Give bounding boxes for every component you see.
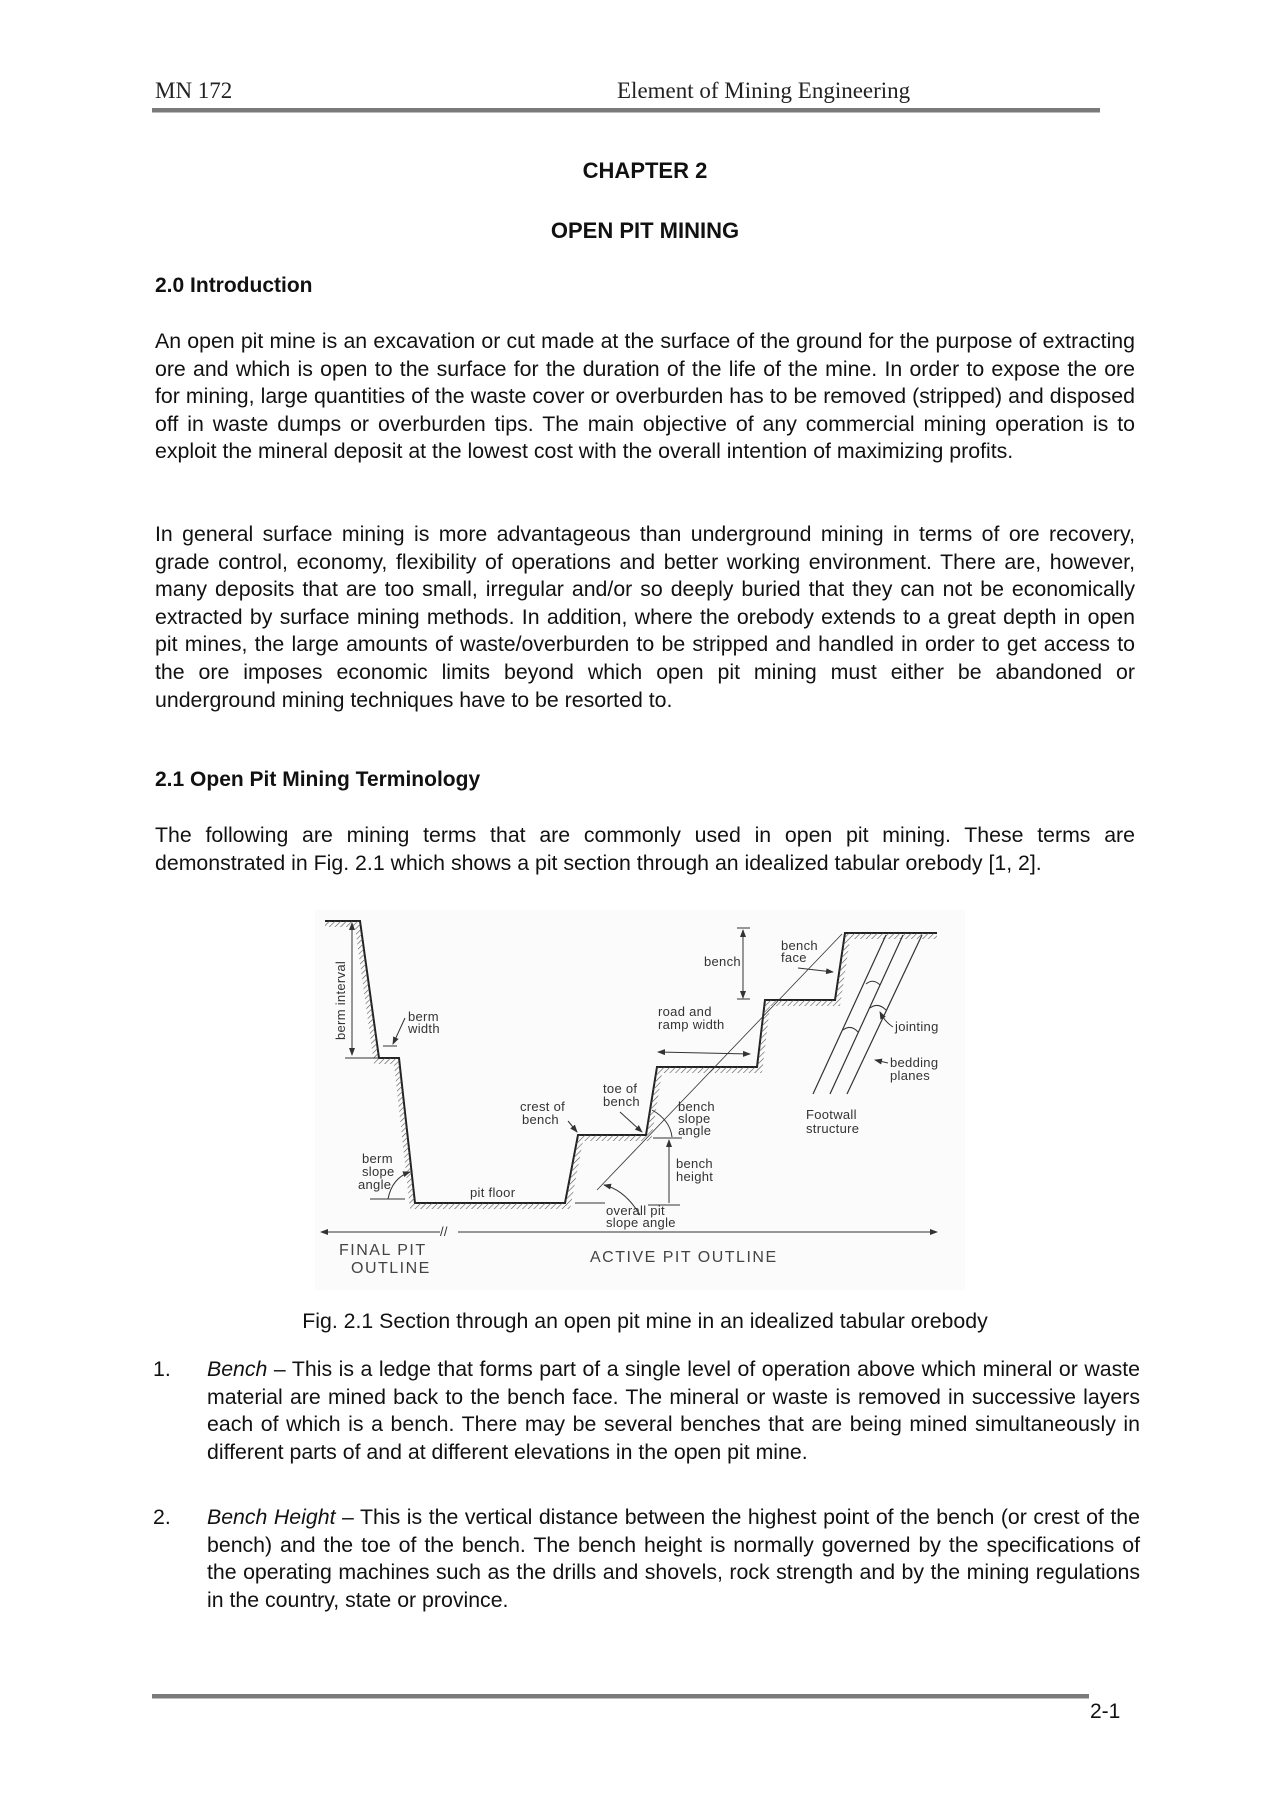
- chapter-number: CHAPTER 2: [582, 158, 708, 183]
- label-bench-face-2: face: [781, 950, 807, 965]
- chapter-title: OPEN PIT MINING: [550, 218, 740, 243]
- label-bench-height-1: bench: [676, 1156, 713, 1171]
- label-berm-width-1: berm: [408, 1009, 439, 1024]
- label-bench: bench: [704, 954, 741, 969]
- label-final-pit-2: OUTLINE: [351, 1260, 431, 1277]
- label-footwall-2: structure: [806, 1121, 860, 1136]
- label-footwall-1: Footwall: [806, 1107, 857, 1122]
- break-mark: //: [440, 1224, 448, 1239]
- label-crest-2: bench: [522, 1112, 559, 1127]
- label-pit-floor: pit floor: [470, 1185, 516, 1200]
- intro-paragraph-1: An open pit mine is an excavation or cut made at the surface of the ground for the purpose of extracting ore and which is open to the surface for the duration of the life of the mine. In order to expose the ore for mining, large quantities of the waste cover or overburden has to be removed (stripped) and disposed off in waste dumps or overburden tips. The main objective of any commercial mining operation is to exploit the mineral deposit at the lowest cost with the overall intention of maximizing profits.: [155, 329, 1135, 464]
- section-heading-terminology: 2.1 Open Pit Mining Terminology: [155, 768, 481, 791]
- section-heading-introduction: 2.0 Introduction: [155, 274, 313, 297]
- label-berm-slope-2: slope: [362, 1164, 395, 1179]
- label-bedding-1: bedding: [890, 1055, 939, 1070]
- label-overall-slope-1: overall pit: [606, 1203, 665, 1218]
- label-berm-slope-1: berm: [362, 1151, 393, 1166]
- label-bench-slope-3: angle: [678, 1123, 712, 1138]
- term-definition: – This is a ledge that forms part of a single level of operation above which mineral or waste material are mined back to the bench face. The mineral or waste is removed in successive layers each of which is a bench. There may be several benches that are being mined simultaneously in different parts of and at different elevations in the open pit mine.: [207, 1357, 1140, 1464]
- figure-background: [315, 910, 965, 1290]
- label-bedding-2: planes: [890, 1068, 931, 1083]
- label-overall-slope-2: slope angle: [606, 1215, 676, 1230]
- header-course-title: Element of Mining Engineering: [617, 78, 911, 103]
- label-bench-face-1: bench: [781, 938, 818, 953]
- label-toe-1: toe of: [603, 1081, 638, 1096]
- label-jointing: jointing: [895, 1019, 939, 1034]
- label-berm-width-2: width: [408, 1021, 440, 1036]
- term-number: 1.: [153, 1357, 171, 1381]
- label-active-pit: ACTIVE PIT OUTLINE: [590, 1249, 778, 1266]
- label-toe-2: bench: [603, 1094, 640, 1109]
- label-bench-height-2: height: [676, 1169, 714, 1184]
- term-name: Bench: [207, 1357, 268, 1381]
- label-berm-interval: berm interval: [333, 960, 348, 1040]
- figure-caption: Fig. 2.1 Section through an open pit mine in an idealized tabular orebody: [302, 1309, 988, 1333]
- label-bench-slope-1: bench: [678, 1099, 715, 1114]
- label-road-ramp-2: ramp width: [658, 1017, 725, 1032]
- header-course-code: MN 172: [155, 78, 233, 103]
- term-item-bench-height: [150, 1504, 1140, 1614]
- terminology-paragraph: The following are mining terms that are commonly used in open pit mining. These terms are demonstrated in Fig. 2.1 which shows a pit section through an idealized tabular orebody [1, 2].: [155, 823, 1135, 875]
- page-number: 2-1: [1090, 1700, 1121, 1723]
- term-item-bench: [150, 1356, 1140, 1466]
- term-name: Bench Height: [207, 1505, 336, 1529]
- intro-paragraph-2: In general surface mining is more advantageous than underground mining in terms of ore recovery, grade control, economy, flexibility of operations and better working environment. There are, however, many deposits that are too small, irregular and/or so deeply buried that they can not be economically extracted by surface mining methods. In addition, where the orebody extends to a great depth in open pit mines, the large amounts of waste/overburden to be stripped and handled in order to get access to the ore imposes economic limits beyond which open pit mining must either be abandoned or underground mining techniques have to be resorted to.: [155, 522, 1135, 712]
- label-crest-1: crest of: [520, 1099, 566, 1114]
- label-final-pit-1: FINAL PIT: [339, 1242, 427, 1259]
- label-berm-slope-3: angle: [358, 1177, 392, 1192]
- label-bench-slope-2: slope: [678, 1111, 711, 1126]
- term-number: 2.: [153, 1505, 171, 1529]
- label-road-ramp-1: road and: [658, 1004, 712, 1019]
- footer-rule: [152, 1694, 1089, 1699]
- term-definition: – This is the vertical distance between the highest point of the bench (or crest of the bench) and the toe of the bench. The bench height is normally governed by the specifications of the operating machines such as the drills and shovels, rock strength and by the mining regulations in the country, state or province.: [207, 1505, 1140, 1612]
